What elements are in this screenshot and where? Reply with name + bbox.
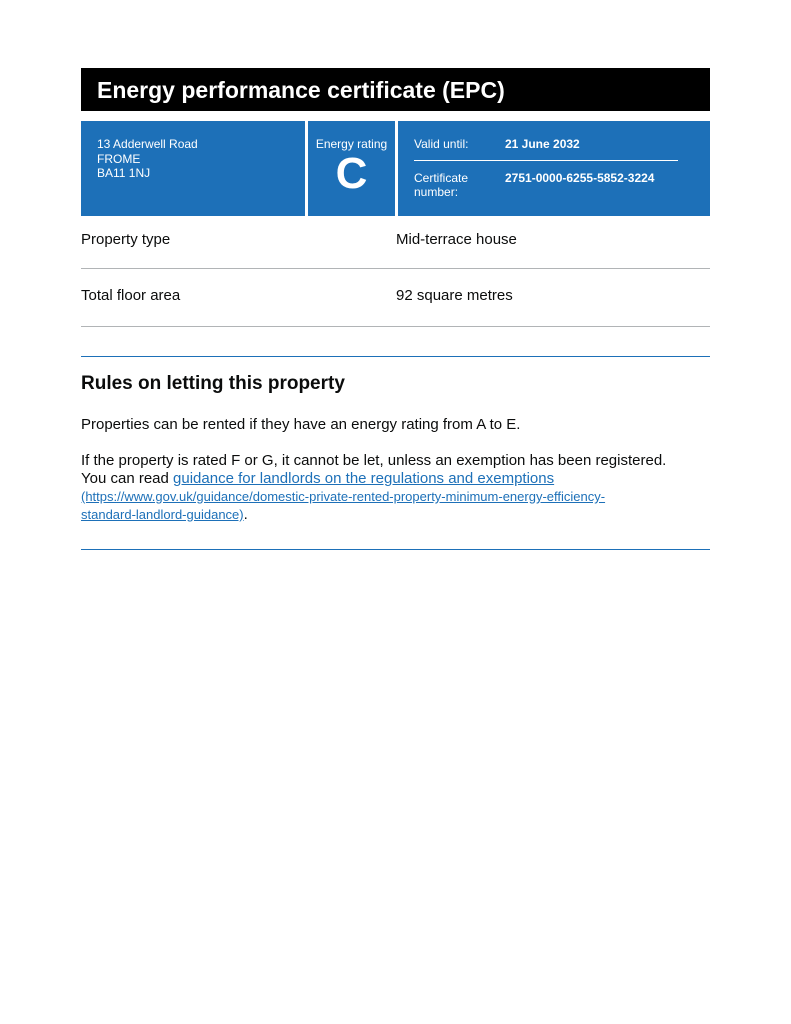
property-details-list [81,216,710,327]
floor-area-label: Total floor area [81,287,181,304]
page-title-text: Energy performance certificate (EPC) [97,77,505,103]
certificate-number-row [414,161,678,199]
energy-rating-label: Energy rating [315,137,388,151]
floor-area-value: 92 square metres [396,287,513,304]
certificate-label-line1: Certificate [414,171,469,185]
energy-rating-panel [308,121,395,216]
letting-rules-paragraph-1: Properties can be rented if they have an energy rating from A to E. [81,416,521,433]
section-divider-top [81,356,710,357]
property-type-label: Property type [81,231,171,248]
address-line-postcode: BA11 1NJ [97,166,151,180]
address-panel [81,121,305,216]
energy-rating-letter: C [335,149,368,198]
guidance-suffix: . [243,506,248,523]
page-title [81,68,710,111]
certificate-summary [81,121,710,216]
epc-document [81,68,710,550]
valid-until-row [414,137,678,161]
guidance-prefix: You can read [81,470,174,487]
address-line-street: 13 Adderwell Road [97,137,198,151]
valid-until-label: Valid until: [414,137,469,151]
section-divider-bottom [81,549,710,550]
exemption-text: If the property is rated F or G, it cannot be let, unless an exemption has been registered. [81,452,667,469]
letting-rules-paragraph-2 [81,452,710,524]
valid-until-value: 21 June 2032 [505,137,580,151]
validity-panel [398,121,710,216]
landlord-guidance-url-line2: standard-landlord-guidance) [81,507,244,522]
property-type-value: Mid-terrace house [396,231,517,248]
property-type-row [81,216,710,269]
certificate-label-line2: number: [414,185,459,199]
letting-rules-heading: Rules on letting this property [81,373,345,394]
landlord-guidance-link-text: guidance for landlords on the regulations and exemptions [173,470,555,487]
certificate-number-value: 2751-0000-6255-5852-3224 [505,171,655,185]
landlord-guidance-url-line1: (https://www.gov.uk/guidance/domestic-private-rented-property-minimum-energy-efficiency- [81,489,606,504]
certificate-number-label [414,171,505,199]
address-line-town: FROME [97,151,141,166]
floor-area-row [81,269,710,327]
